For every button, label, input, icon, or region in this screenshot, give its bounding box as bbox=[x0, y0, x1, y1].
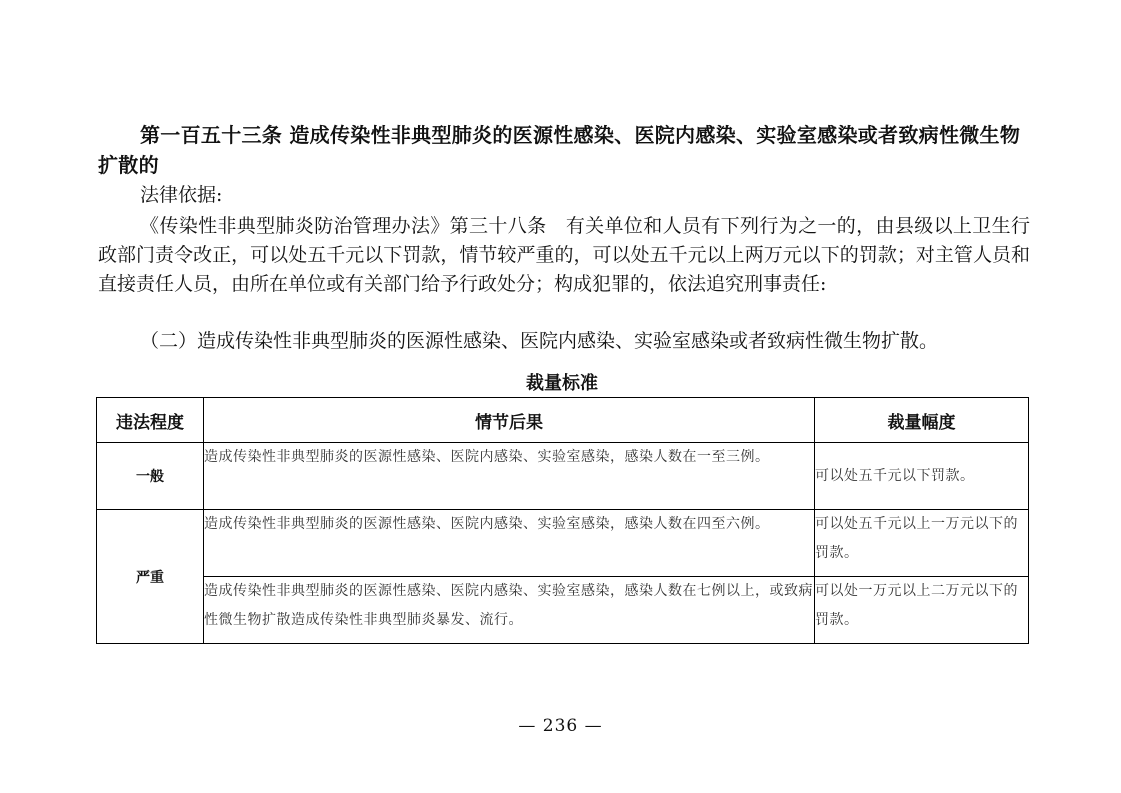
circumstance-cell: 造成传染性非典型肺炎的医源性感染、医院内感染、实验室感染，感染人数在四至六例。 bbox=[204, 510, 815, 577]
table-row bbox=[97, 443, 1029, 510]
table-row bbox=[97, 577, 1029, 644]
table-header-row bbox=[97, 398, 1029, 443]
penalty-range-cell: 可以处一万元以上二万元以下的罚款。 bbox=[815, 577, 1029, 644]
legal-basis-item: （二）造成传染性非典型肺炎的医源性感染、医院内感染、实验室感染或者致病性微生物扩散。 bbox=[140, 330, 939, 352]
level-severe: 严重 bbox=[97, 510, 204, 644]
article-title: 第一百五十三条 造成传染性非典型肺炎的医源性感染、医院内感染、实验室感染或者致病性微生物扩散的 bbox=[98, 123, 1021, 177]
circumstance-cell: 造成传染性非典型肺炎的医源性感染、医院内感染、实验室感染，感染人数在一至三例。 bbox=[204, 443, 815, 510]
legal-basis-text: 《传染性非典型肺炎防治管理办法》第三十八条 有关单位和人员有下列行为之一的，由县级以上卫生行政部门责令改正，可以处五千元以下罚款，情节较严重的，可以处五千元以上两万元以下的罚款；对主管人员和直接责任人员，由所在单位或有关部门给予行政处分；构成犯罪的，依法追究刑事责任: bbox=[98, 215, 1030, 295]
table-row bbox=[97, 510, 1029, 577]
header-violation-level: 违法程度 bbox=[97, 398, 204, 443]
page-number: — 236 — bbox=[518, 716, 603, 736]
header-circumstances: 情节后果 bbox=[204, 398, 815, 443]
table-caption: 裁量标准 bbox=[526, 373, 598, 394]
discretion-standards-table bbox=[96, 397, 1029, 644]
penalty-range-cell: 可以处五千元以上一万元以下的罚款。 bbox=[815, 510, 1029, 577]
legal-basis-label: 法律依据: bbox=[140, 184, 223, 206]
level-general: 一般 bbox=[97, 443, 204, 510]
penalty-range-cell: 可以处五千元以下罚款。 bbox=[815, 443, 1029, 510]
header-penalty-range: 裁量幅度 bbox=[815, 398, 1029, 443]
circumstance-cell: 造成传染性非典型肺炎的医源性感染、医院内感染、实验室感染，感染人数在七例以上，或致病性微生物扩散造成传染性非典型肺炎暴发、流行。 bbox=[204, 577, 815, 644]
